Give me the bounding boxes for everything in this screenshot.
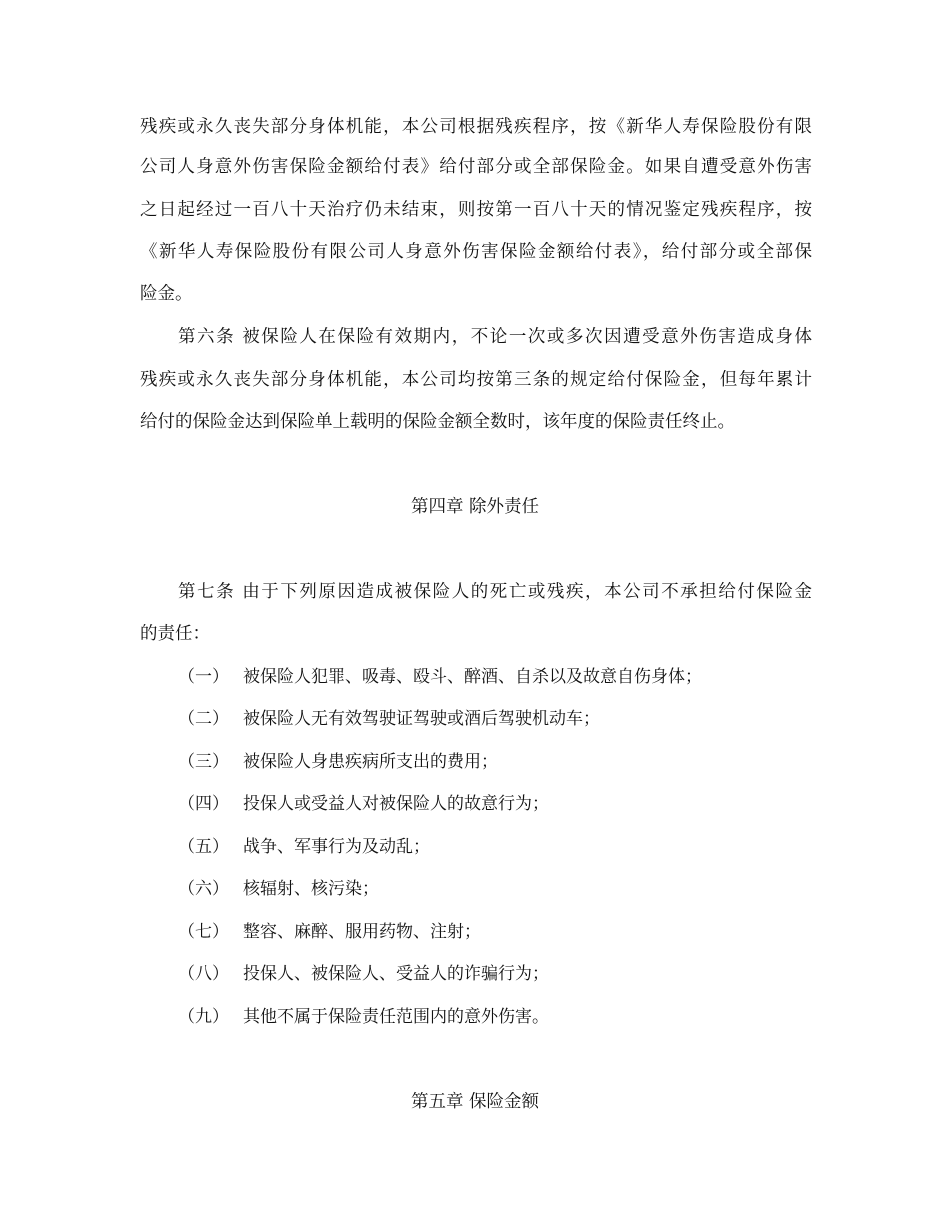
- item-number: （六）: [178, 879, 229, 899]
- paragraph-line: 之日起经过一百八十天治疗仍未结束，则按第一百八十天的情况鉴定残疾程序，按: [140, 200, 812, 220]
- exclusion-item: [178, 832, 430, 862]
- paragraph-line: 《新华人寿保险股份有限公司人身意外伤害保险金额给付表》，给付部分或全部保: [140, 242, 812, 262]
- paragraph-line: 残疾或永久丧失部分身体机能，本公司根据残疾程序，按《新华人寿保险股份有限: [140, 117, 812, 137]
- item-number: （八）: [178, 964, 229, 984]
- item-number: （一）: [178, 667, 229, 687]
- article-6-line: 残疾或永久丧失部分身体机能，本公司均按第三条的规定给付保险金，但每年累计: [140, 370, 812, 390]
- chapter-5-heading: 第五章 保险金额: [410, 1092, 540, 1112]
- article-6-line: 给付的保险金达到保险单上载明的保险金额全数时，该年度的保险责任终止。: [140, 412, 735, 432]
- item-number: （二）: [178, 709, 229, 729]
- item-number: （九）: [178, 1007, 229, 1027]
- article-7-line: 的责任：: [140, 624, 210, 644]
- exclusion-item: [178, 959, 549, 989]
- item-number: （七）: [178, 922, 229, 942]
- item-text: 被保险人无有效驾驶证驾驶或酒后驾驶机动车；: [243, 709, 600, 729]
- exclusion-item: [178, 747, 498, 777]
- item-text: 投保人或受益人对被保险人的故意行为；: [243, 794, 549, 814]
- paragraph-line: 险金。: [140, 284, 193, 304]
- item-text: 其他不属于保险责任范围内的意外伤害。: [243, 1007, 549, 1027]
- exclusion-item: [178, 874, 379, 904]
- paragraph-line: 公司人身意外伤害保险金额给付表》给付部分或全部保险金。如果自遭受意外伤害: [140, 157, 812, 177]
- article-7-line: 第七条 由于下列原因造成被保险人的死亡或残疾，本公司不承担给付保险金: [178, 582, 812, 602]
- exclusion-item: [178, 662, 702, 692]
- item-number: （四）: [178, 794, 229, 814]
- item-text: 被保险人身患疾病所支出的费用；: [243, 752, 498, 772]
- article-6-line: 第六条 被保险人在保险有效期内，不论一次或多次因遭受意外伤害造成身体: [178, 327, 812, 347]
- exclusion-item: [178, 917, 481, 947]
- item-text: 投保人、被保险人、受益人的诈骗行为；: [243, 964, 549, 984]
- exclusion-item: [178, 789, 549, 819]
- exclusion-item: [178, 1002, 549, 1032]
- exclusion-item: [178, 704, 600, 734]
- item-number: （三）: [178, 752, 229, 772]
- chapter-4-heading: 第四章 除外责任: [410, 497, 540, 517]
- item-text: 战争、军事行为及动乱；: [243, 837, 430, 857]
- item-number: （五）: [178, 837, 229, 857]
- item-text: 被保险人犯罪、吸毒、殴斗、醉酒、自杀以及故意自伤身体；: [243, 667, 702, 687]
- item-text: 整容、麻醉、服用药物、注射；: [243, 922, 481, 942]
- item-text: 核辐射、核污染；: [243, 879, 379, 899]
